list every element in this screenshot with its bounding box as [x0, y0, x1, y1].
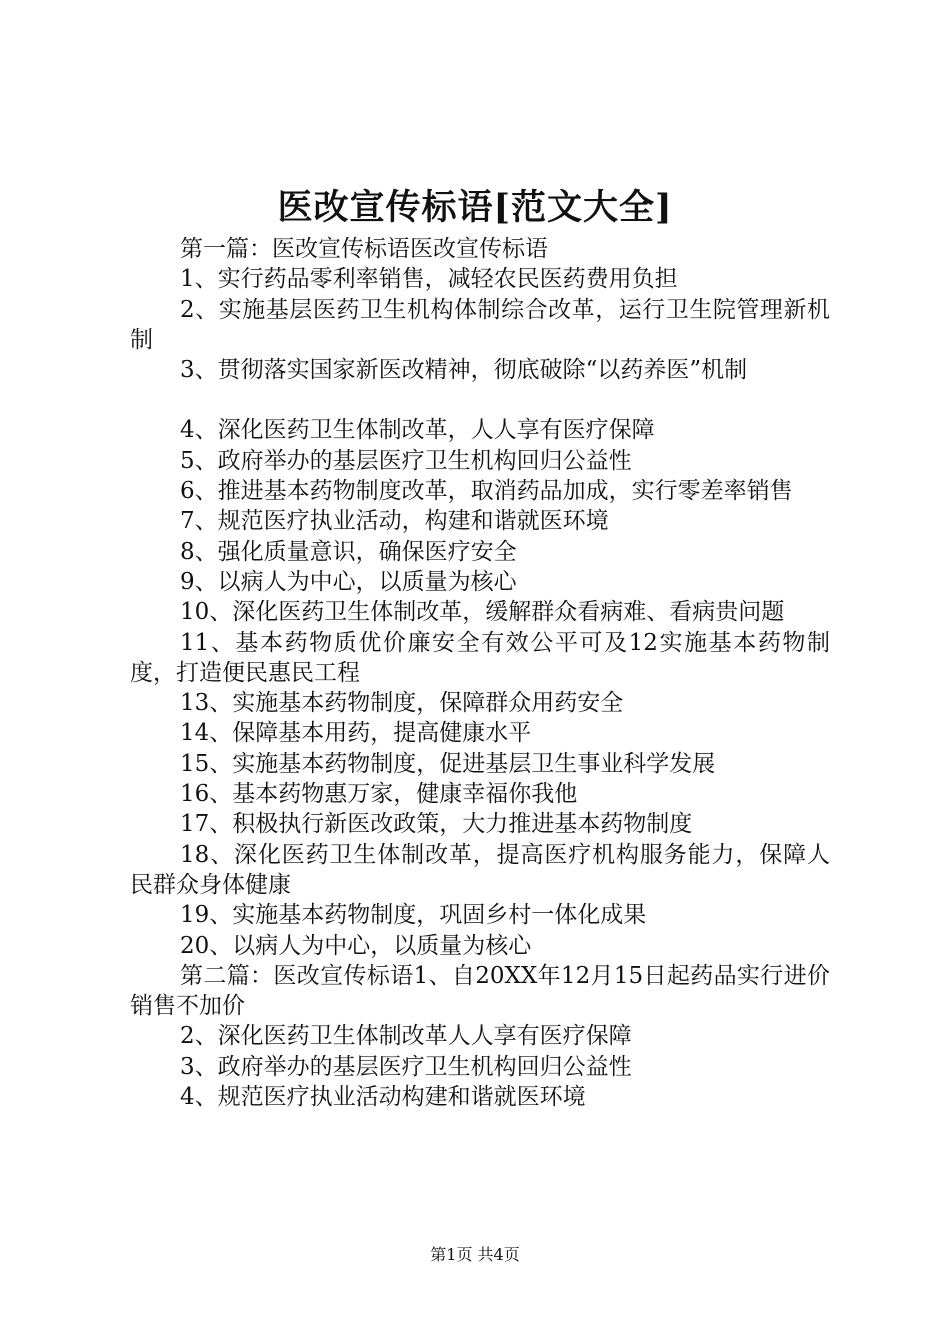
slogan-item: 7、规范医疗执业活动，构建和谐就医环境	[180, 508, 609, 535]
slogan-item: 1、实行药品零利率销售，减轻农民医药费用负担	[180, 266, 678, 293]
slogan-item: 15、实施基本药物制度，促进基层卫生事业科学发展	[180, 750, 716, 777]
slogan-item: 19、实施基本药物制度，巩固乡村一体化成果	[180, 902, 647, 929]
slogan-item: 16、基本药物惠万家，健康幸福你我他	[180, 781, 578, 808]
slogan-item: 3、贯彻落实国家新医改精神，彻底破除“以药养医”机制	[180, 357, 748, 384]
slogan-item: 13、实施基本药物制度，保障群众用药安全	[180, 690, 624, 717]
slogan-item: 8、强化质量意识，确保医疗安全	[180, 538, 517, 565]
slogan-item: 11、基本药物质优价廉安全有效公平可及12实施基本药物制度，打造便民惠民工程	[130, 629, 830, 686]
slogan-item: 4、深化医药卫生体制改革，人人享有医疗保障	[180, 417, 655, 444]
slogan-item: 14、保障基本用药，提高健康水平	[180, 720, 532, 747]
slogan-item: 17、积极执行新医改政策，大力推进基本药物制度	[180, 811, 693, 838]
page-number-footer: 第1页 共4页	[430, 1245, 520, 1264]
slogan-item: 20、以病人为中心，以质量为核心	[180, 932, 532, 959]
slogan-item: 9、以病人为中心，以质量为核心	[180, 568, 517, 595]
section-heading-1: 第一篇：医改宣传标语医改宣传标语	[180, 236, 548, 262]
slogan-item: 2、深化医药卫生体制改革人人享有医疗保障	[180, 1023, 632, 1050]
slogan-item: 10、深化医药卫生体制改革，缓解群众看病难、看病贵问题	[180, 599, 785, 626]
slogan-item: 18、深化医药卫生体制改革，提高医疗机构服务能力，保障人民群众身体健康	[130, 841, 830, 898]
document-title: 医改宣传标语[范文大全]	[277, 187, 673, 228]
slogan-item: 4、规范医疗执业活动构建和谐就医环境	[180, 1084, 586, 1111]
slogan-item: 6、推进基本药物制度改革，取消药品加成，实行零差率销售	[180, 478, 793, 505]
section-heading-2: 第二篇：医改宣传标语1、自20XX年12月15日起药品实行进价销售不加价	[130, 962, 830, 1020]
slogan-item: 2、实施基层医药卫生机构体制综合改革，运行卫生院管理新机制	[130, 296, 830, 353]
slogan-item: 3、政府举办的基层医疗卫生机构回归公益性	[180, 1053, 632, 1080]
slogan-item: 5、政府举办的基层医疗卫生机构回归公益性	[180, 447, 632, 474]
document-body	[130, 234, 830, 1112]
